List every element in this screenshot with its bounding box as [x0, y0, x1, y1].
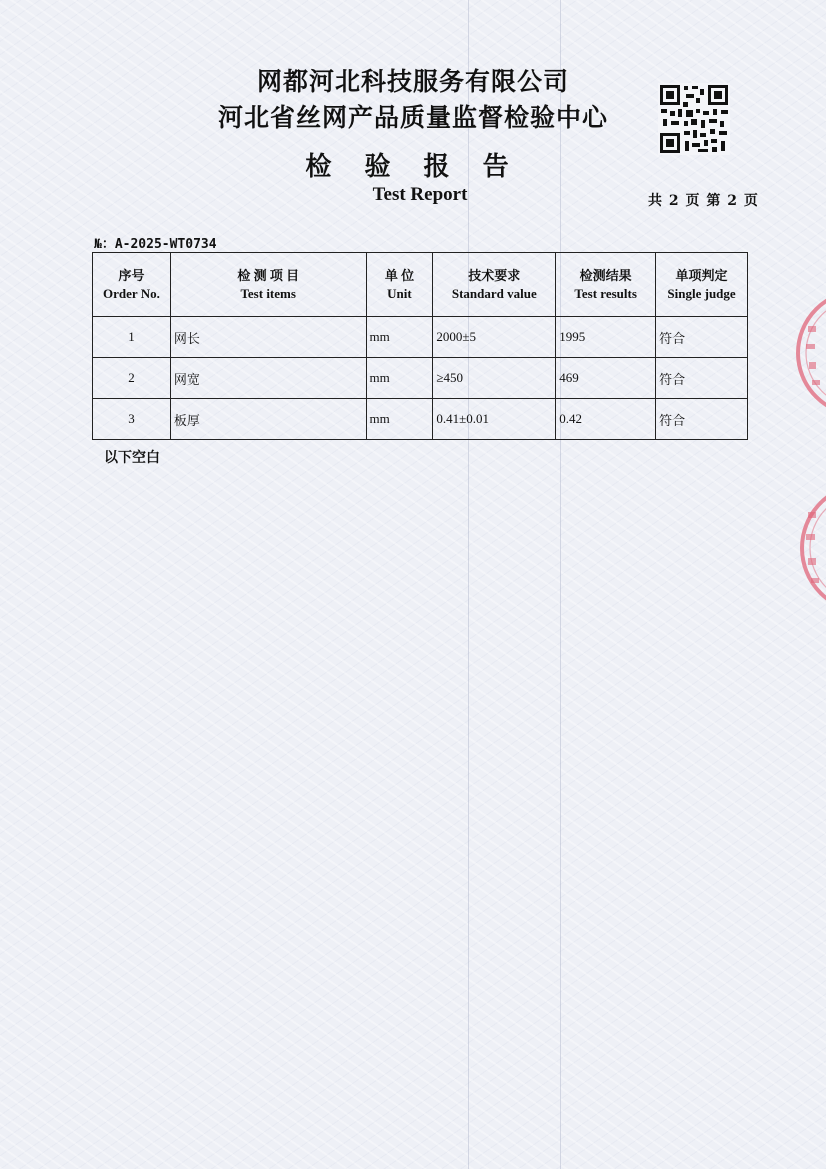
table-header-row — [93, 253, 748, 317]
cell-standard: 0.41±0.01 — [433, 399, 556, 440]
official-seal-icon — [790, 288, 826, 418]
cell-judge: 符合 — [656, 317, 748, 358]
table-row — [93, 317, 748, 358]
header-test-items: 检 测 项 目 Test items — [170, 253, 366, 317]
official-seal-icon — [796, 478, 826, 618]
header-standard: 技术要求 Standard value — [433, 253, 556, 317]
table-row — [93, 399, 748, 440]
cell-unit: mm — [366, 317, 433, 358]
report-title-en: Test Report — [372, 184, 468, 205]
table-row — [93, 358, 748, 399]
report-title-cn: 检 验 报 告 — [305, 152, 521, 182]
cell-item: 网宽 — [170, 358, 366, 399]
cell-result: 1995 — [556, 317, 656, 358]
header-judge: 单项判定 Single judge — [656, 253, 748, 317]
qr-code-icon — [658, 83, 730, 155]
cell-result: 469 — [556, 358, 656, 399]
cell-judge: 符合 — [656, 358, 748, 399]
cell-order: 2 — [93, 358, 171, 399]
cell-unit: mm — [366, 358, 433, 399]
company-name: 网都河北科技服务有限公司 — [256, 67, 569, 96]
cell-order: 3 — [93, 399, 171, 440]
cell-item: 网长 — [170, 317, 366, 358]
cell-order: 1 — [93, 317, 171, 358]
cell-standard: ≥450 — [433, 358, 556, 399]
inspection-center-name: 河北省丝网产品质量监督检验中心 — [217, 103, 608, 132]
cell-item: 板厚 — [170, 399, 366, 440]
page-count: 共 2 页 第 2 页 — [648, 193, 759, 209]
cell-result: 0.42 — [556, 399, 656, 440]
report-number: №：A-2025-WT0734 — [94, 237, 217, 252]
cell-standard: 2000±5 — [433, 317, 556, 358]
header-order: 序号 Order No. — [93, 253, 171, 317]
blank-below-note: 以下空白 — [104, 450, 160, 466]
header-results: 检测结果 Test results — [556, 253, 656, 317]
header-unit: 单 位 Unit — [366, 253, 433, 317]
cell-unit: mm — [366, 399, 433, 440]
cell-judge: 符合 — [656, 399, 748, 440]
test-results-table — [92, 252, 748, 440]
